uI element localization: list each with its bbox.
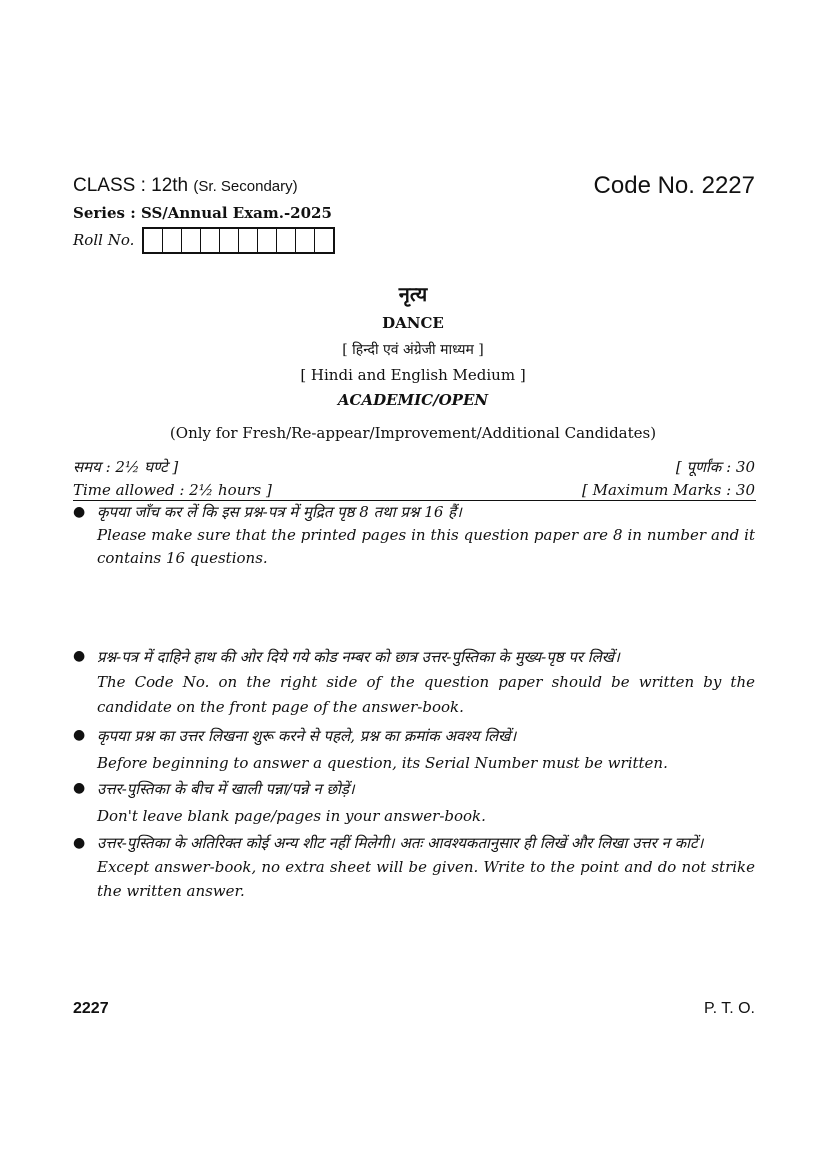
medium-hindi: [ हिन्दी एवं अंग्रेजी माध्यम ] [342, 342, 484, 358]
instruction-5: उत्तर-पुस्तिका के अतिरिक्त कोई अन्य शीट नहीं मिलेगी। अतः आवश्यकतानुसार ही लिखें और लिखा उत्तर न काटें। Except answer-book, no extra sheet will be given. Write to the point and do not strike the written answer. [97, 834, 755, 900]
title-english: DANCE [382, 314, 444, 332]
footer-code: 2227 [73, 1000, 109, 1017]
instruction-4: उत्तर-पुस्तिका के बीच में खाली पन्ना/पन्ने न छोड़ें। Don't leave blank page/pages in your answer-book. [97, 780, 486, 825]
marks-hindi: [ पूर्णांक : 30 [675, 458, 755, 476]
instruction-1: कृपया जाँच कर लें कि इस प्रश्न-पत्र में मुद्रित पृष्ठ 8 तथा प्रश्न 16 हैं। Please make sure that the printed pages in this question paper are 8 in number and it contains 16 questions. [97, 503, 755, 567]
instruction-3: कृपया प्रश्न का उत्तर लिखना शुरू करने से पहले, प्रश्न का क्रमांक अवश्य लिखें। Before beginning to answer a question, its Serial Number must be written. [97, 727, 668, 772]
time-hindi: समय : 2½ घण्टे ] [73, 458, 179, 476]
code-number: Code No. 2227 [593, 172, 755, 199]
class-label: CLASS : 12th (Sr. Secondary) [73, 175, 298, 196]
title-hindi: नृत्य [398, 282, 428, 306]
series: Series : SS/Annual Exam.-2025 [73, 204, 332, 222]
exam-cover-page: CLASS : 12th (Sr. Secondary) Code No. 2227 Series : SS/Annual Exam.-2025 Roll No. नृत्य DANCE [ हिन्दी एवं अंग्रेजी माध्यम ] [ Hindi and English Medium ] ACADEMIC/OPEN (Only for Fresh/Re-appear/Improvement/Additional Candidates) समय : 2½ घण्टे ] [ पूर्णांक : 30 Time allowed : 2½ hours ] [ Maximum Marks : 30 ● कृपया जाँच कर लें कि इस प्रश्न-पत्र में मुद्रित पृष्ठ 8 तथा प्रश्न 16 हैं। Please make sure that the printed pages in this question paper are 8 in number and it contains 16 questions. ● प्रश्न-पत्र में दाहिने हाथ की ओर दिये गये कोड नम्बर को छात्र उत्तर-पुस्तिका के मुख्य-पृष्ठ पर लिखें। The Code No. on the right side of the question paper should be written by the candidate on the front page of the answer-book. ● कृपया प्रश्न का उत्तर लिखना शुरू करने से पहले, प्रश्न का क्रमांक अवश्य लिखें। Before beginning to answer a question, its Serial Number must be written. ● उत्तर-पुस्तिका के बीच में खाली पन्ना/पन्ने न छोड़ें। Don't leave blank page/pages in your answer-book. ● उत्तर-पुस्तिका के अतिरिक्त कोई अन्य शीट नहीं मिलेगी। अतः आवश्यकतानुसार ही लिखें और लिखा उत्तर न काटें। Except answer-book, no extra sheet will be given. Write to the point and do not strike the written answer. 2227 P. T. O. [0, 0, 826, 1169]
instruction-2: प्रश्न-पत्र में दाहिने हाथ की ओर दिये गये कोड नम्बर को छात्र उत्तर-पुस्तिका के मुख्य-पृष्ठ पर लिखें। The Code No. on the right side of the question paper should be written by the candidate on the front page of the answer-book. [97, 648, 755, 716]
roll-number-boxes[interactable] [142, 227, 335, 254]
footer-pto: P. T. O. [704, 1000, 755, 1017]
candidates-note: (Only for Fresh/Re-appear/Improvement/Additional Candidates) [169, 424, 657, 442]
roll-label: Roll No. [73, 231, 135, 249]
time-english: Time allowed : 2½ hours ] [73, 481, 272, 499]
marks-english: [ Maximum Marks : 30 [582, 481, 755, 499]
medium-english: [ Hindi and English Medium ] [300, 366, 526, 384]
stream: ACADEMIC/OPEN [337, 391, 489, 409]
